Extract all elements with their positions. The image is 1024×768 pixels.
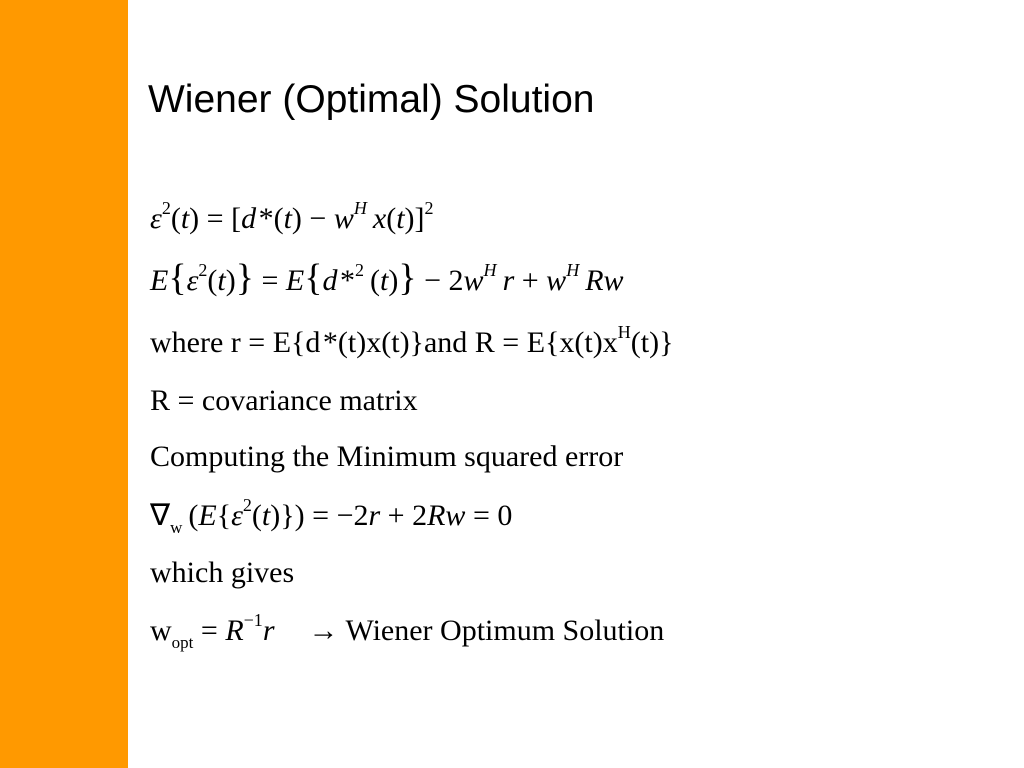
text-computing-minimum: Computing the Minimum squared error (150, 440, 624, 473)
arrow-icon: → (308, 614, 339, 647)
text-which-gives: which gives (150, 556, 295, 589)
equation-error-squared: $\varepsilon^2(t) = [d$ $*(t) - w^H$ x(t)]$^2$ (150, 198, 434, 235)
equation-wiener-solution: $w_{opt} = R^{-1}r$ → Wiener Optimum Solution (150, 610, 665, 652)
equation-gradient: $\nabla_w$ $(E\{\varepsilon^2(t)\}) = -2r + 2Rw = 0$ (150, 495, 513, 537)
equation-expected-error: $E\{\varepsilon^2(t)\} = E\{d$ *$^2$ $(t)\} - 2w^H$ $r + w^H$ Rw (150, 257, 624, 299)
accent-sidebar (0, 0, 128, 768)
equation-covariance: R = covariance matrix (150, 384, 418, 417)
slide-title: Wiener (Optimal) Solution (148, 78, 595, 121)
equation-definitions: where r = E{d *(t)x(t)}and $R = E\{x(t)x^H(t)\}$ (150, 322, 674, 359)
